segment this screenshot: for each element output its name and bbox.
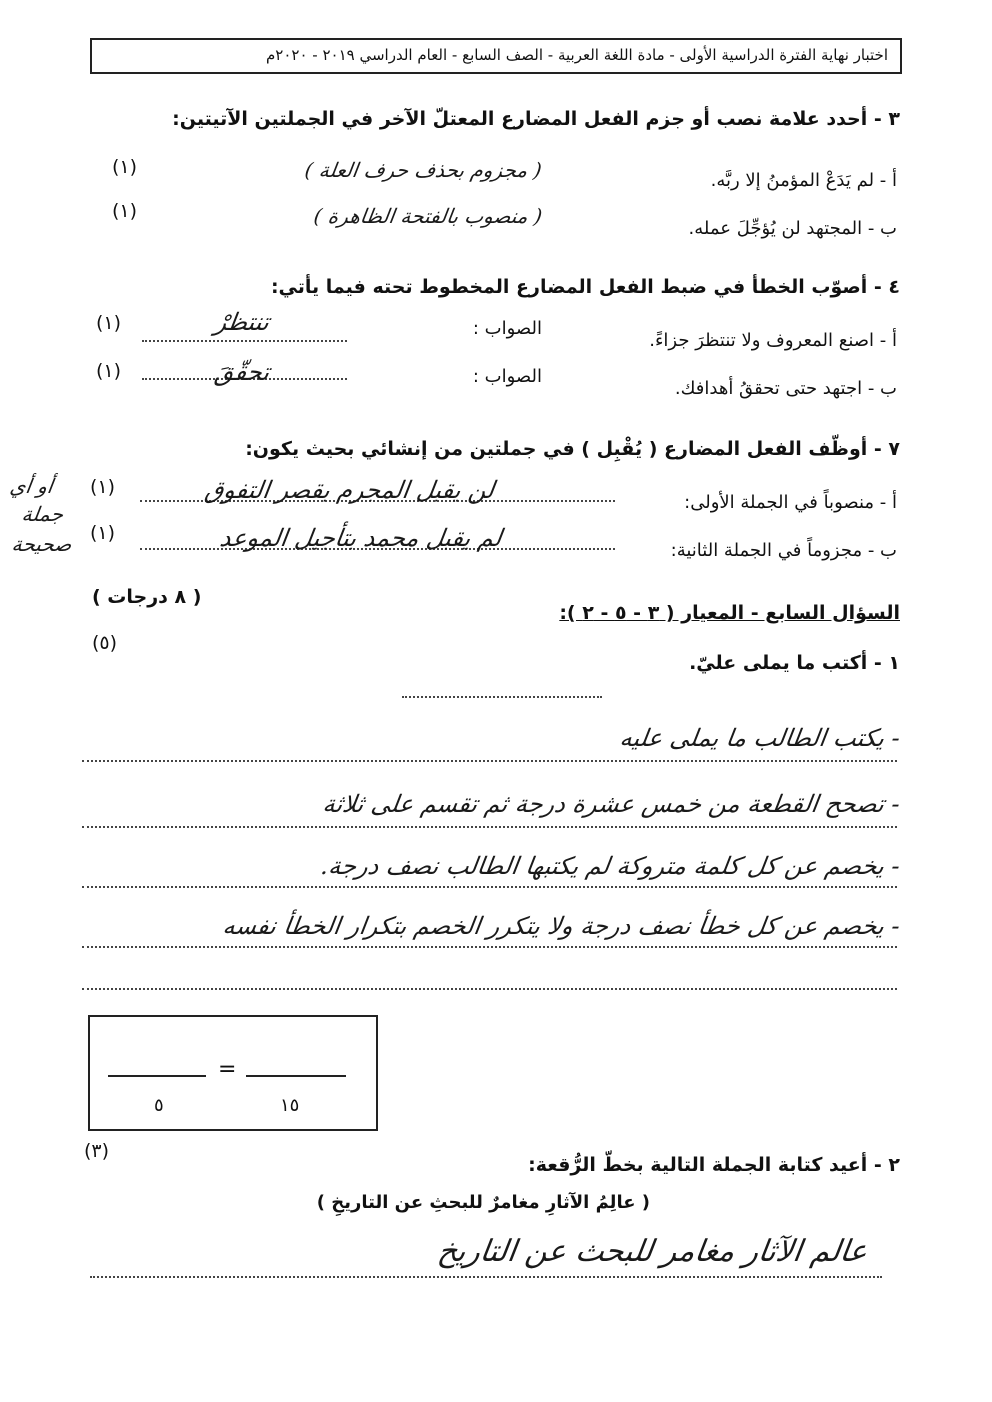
q7-margin-note-2: جملة	[20, 502, 65, 526]
score-box	[88, 1015, 378, 1131]
header-title: اختبار نهاية الفترة الدراسية الأولى - مادة اللغة العربية - الصف السابع - العام الدراسي ٢٠١٩ - ٢٠٢٠م	[265, 46, 888, 64]
q3-b-answer: ( منصوب بالفتحة الظاهرة )	[312, 204, 544, 228]
q7-b-mark: (١)	[90, 522, 116, 544]
q4-a-answer-line	[142, 340, 347, 342]
q1-title: ١ - أكتب ما يملى عليّ.	[689, 652, 900, 674]
q7-margin-note-1: أو أي	[8, 474, 55, 498]
q7-a-mark: (١)	[90, 476, 116, 498]
q3-a-text: أ - لم يَدَعْ المؤمنُ إلا ربَّه.	[710, 170, 897, 191]
q1-dotted-line-2	[82, 826, 897, 828]
q1-line-2: - تصحح القطعة من خمس عشرة درجة ثم تقسم على ثلاثة	[321, 790, 902, 818]
score-fraction-line-right	[246, 1075, 346, 1077]
q4-b-mark: (١)	[96, 360, 122, 382]
q2-answer-line	[90, 1276, 882, 1278]
q4-a-mark: (١)	[96, 312, 122, 334]
q3-title: ٣ - أحدد علامة نصب أو جزم الفعل المضارع المعتلّ الآخر في الجملتين الآتيتين:	[172, 108, 900, 130]
q1-dotted-line-0	[402, 696, 602, 698]
q4-b-text: ب - اجتهد حتى تحققُ أهدافك.	[674, 378, 897, 399]
q1-line-1: - يكتب الطالب ما يملى عليه	[618, 724, 902, 752]
q1-line-4: - يخصم عن كل خطأ نصف درجة ولا يتكرر الخصم بتكرار الخطأ نفسه	[221, 912, 902, 940]
q7-a-answer: لن يقبل المجرم بقصر التفوق	[203, 476, 497, 504]
q1-dotted-line-3	[82, 886, 897, 888]
q4-a-label: الصواب :	[472, 318, 542, 339]
q1-dotted-line-1	[82, 760, 897, 762]
q4-b-label: الصواب :	[472, 366, 542, 387]
score-fraction-line-left	[108, 1075, 206, 1077]
q1-line-3: - يخصم عن كل كلمة متروكة لم يكتبها الطالب نصف درجة.	[319, 852, 902, 880]
q2-mark: (٣)	[84, 1140, 110, 1162]
q4-b-answer: تحقّقَ	[213, 358, 272, 386]
q7-margin-note-3: صحيحة	[10, 532, 74, 556]
q3-a-mark: (١)	[112, 156, 138, 178]
score-denominator-right: ١٥	[280, 1095, 300, 1116]
q4-a-text: أ - اصنع المعروف ولا تنتظرَ جزاءً.	[649, 330, 897, 351]
q7-b-text: ب - مجزوماً في الجملة الثانية:	[670, 540, 897, 561]
section7-mark: (٥)	[92, 632, 118, 654]
q1-dotted-line-4	[82, 946, 897, 948]
q2-sentence: ( عالِمُ الآثارِ مغامرٌ للبحثِ عن التاريخِ )	[316, 1192, 650, 1213]
q3-a-answer: ( مجزوم بحذف حرف العلة )	[303, 158, 544, 182]
q2-title: ٢ - أعيد كتابة الجملة التالية بخطّ الرُّقعة:	[528, 1154, 900, 1176]
score-denominator-left: ٥	[154, 1095, 164, 1116]
section7-title: السؤال السابع - المعيار ( ٣ - ٥ - ٢ ):	[559, 602, 900, 624]
q7-title: ٧ - أوظّف الفعل المضارع ( يُقْبِل ) في جملتين من إنشائي بحيث يكون:	[245, 438, 900, 460]
q3-b-text: ب - المجتهد لن يُؤجِّلَ عمله.	[688, 218, 897, 239]
header-box	[90, 38, 902, 74]
q4-a-answer: تنتظرْ	[213, 308, 272, 336]
q2-answer: عالم الآثار مغامر للبحث عن التاريخ	[435, 1234, 870, 1269]
q1-dotted-line-5	[82, 988, 897, 990]
q3-b-mark: (١)	[112, 200, 138, 222]
q7-b-answer: لم يقبل محمد بتأجيل الموعد	[218, 524, 504, 552]
q7-a-text: أ - منصوباً في الجملة الأولى:	[684, 492, 897, 513]
q4-title: ٤ - أصوّب الخطأ في ضبط الفعل المضارع المخطوط تحته فيما يأتي:	[270, 276, 900, 298]
score-equals: =	[218, 1057, 237, 1082]
section7-grade: ( ٨ درجات )	[92, 586, 202, 608]
